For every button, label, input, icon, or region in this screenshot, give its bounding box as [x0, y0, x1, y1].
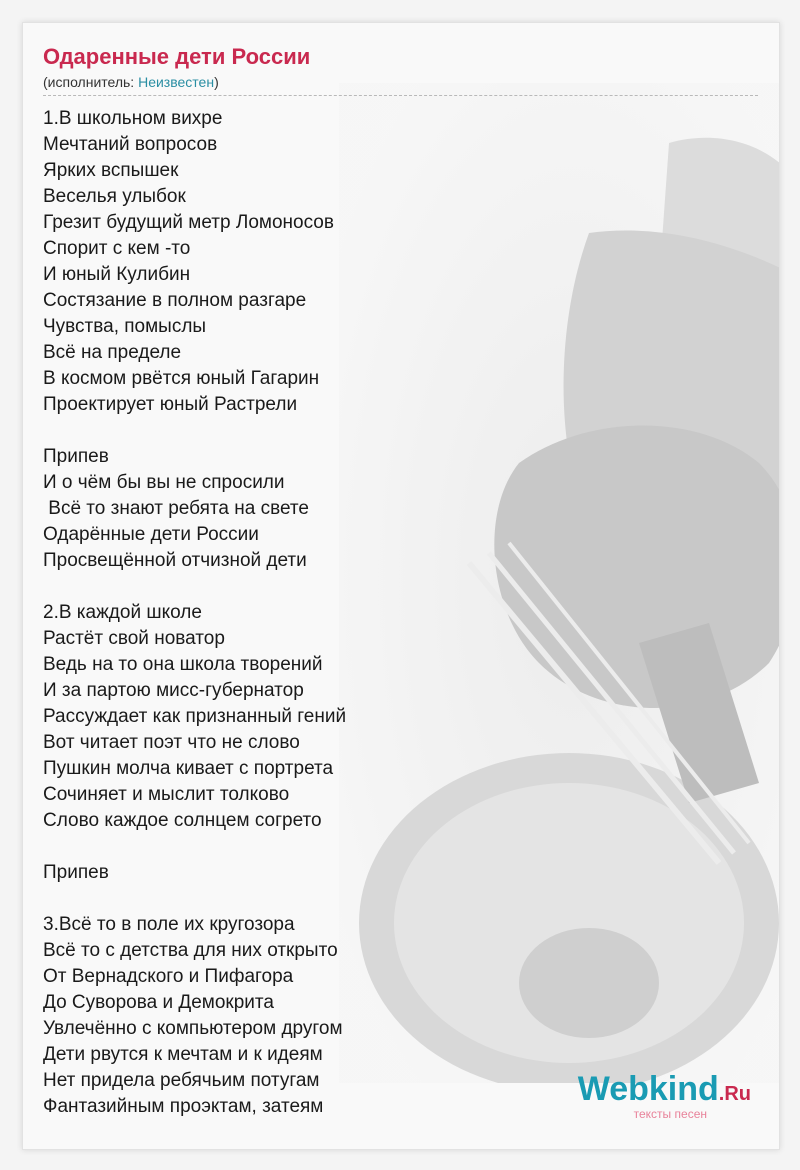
- lyric-line: Сочиняет и мыслит толково: [43, 784, 290, 805]
- lyric-line: Веселья улыбок: [43, 186, 186, 207]
- lyric-line: Спорит с кем -то: [43, 238, 191, 259]
- performer-prefix: (исполнитель:: [43, 74, 139, 90]
- lyric-line: Состязание в полном разгаре: [43, 290, 307, 311]
- lyrics-content: [43, 43, 758, 1120]
- lyric-line: Мечтаний вопросов: [43, 134, 218, 155]
- lyric-line: В космом рвётся юный Гагарин: [43, 368, 320, 389]
- lyric-line: Проектирует юный Растрели: [43, 394, 298, 415]
- lyric-line: Дети рвутся к мечтам и к идеям: [43, 1044, 323, 1065]
- lyric-line: [43, 418, 758, 444]
- lyrics-text: [43, 106, 758, 1120]
- lyric-line: Просвещённой отчизной дети: [43, 550, 307, 571]
- lyric-line: Ярких вспышек: [43, 160, 179, 181]
- lyric-line: Растёт свой новатор: [43, 628, 225, 649]
- lyric-line: Вот читает поэт что не слово: [43, 732, 300, 753]
- lyrics-card: [22, 22, 780, 1150]
- lyric-line: Одарённые дети России: [43, 524, 259, 545]
- lyric-line: [43, 834, 758, 860]
- lyric-line: Всё то знают ребята на свете: [43, 498, 309, 519]
- lyric-line: [43, 574, 758, 600]
- logo-main-text: Webkind: [577, 1070, 719, 1108]
- lyric-line: [43, 886, 758, 912]
- site-logo[interactable]: [578, 1072, 751, 1121]
- lyric-line: Чувства, помыслы: [43, 316, 207, 337]
- logo-wordmark: [578, 1072, 751, 1111]
- song-title: Одаренные дети России: [43, 44, 311, 69]
- lyric-line: Припев: [43, 862, 109, 883]
- lyric-line: Увлечённо с компьютером другом: [43, 1018, 343, 1039]
- lyric-line: Ведь на то она школа творений: [43, 654, 323, 675]
- lyric-line: Припев: [43, 446, 109, 467]
- logo-subtitle: тексты песен: [633, 1107, 707, 1121]
- lyric-line: До Суворова и Демокрита: [43, 992, 274, 1013]
- lyric-line: И юный Кулибин: [43, 264, 191, 285]
- performer-link[interactable]: Неизвестен: [138, 74, 215, 90]
- lyric-line: 1.В школьном вихре: [43, 108, 223, 129]
- lyric-line: 3.Всё то в поле их кругозора: [43, 914, 295, 935]
- performer-suffix: ): [214, 74, 219, 90]
- lyric-line: Нет придела ребячьим потугам: [43, 1070, 320, 1091]
- performer-line: [43, 73, 758, 96]
- lyric-line: Всё на пределе: [43, 342, 182, 363]
- lyric-line: Рассуждает как признанный гений: [43, 706, 347, 727]
- lyric-line: От Вернадского и Пифагора: [43, 966, 294, 987]
- lyric-line: Грезит будущий метр Ломоносов: [43, 212, 334, 233]
- lyric-line: И о чём бы вы не спросили: [43, 472, 285, 493]
- lyric-line: Всё то с детства для них открыто: [43, 940, 338, 961]
- logo-tld: .Ru: [718, 1083, 751, 1105]
- lyric-line: Пушкин молча кивает с портрета: [43, 758, 334, 779]
- lyric-line: Фантазийным проэктам, затеям: [43, 1096, 324, 1117]
- lyric-line: И за партою мисс-губернатор: [43, 680, 304, 701]
- lyric-line: 2.В каждой школе: [43, 602, 202, 623]
- lyric-line: Слово каждое солнцем согрето: [43, 810, 322, 831]
